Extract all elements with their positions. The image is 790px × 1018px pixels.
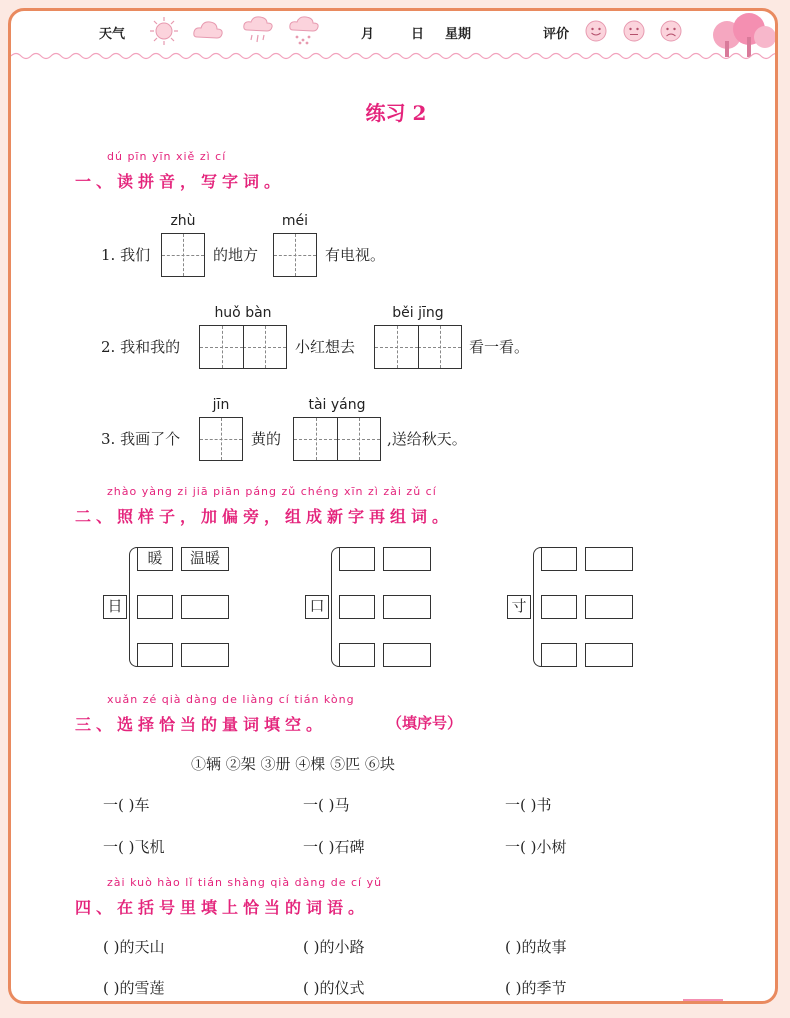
section2-pinyin: zhào yàng zi jiā piān páng zǔ chéng xīn zì zài zǔ cí (107, 485, 437, 498)
cloud-icon (191, 17, 225, 43)
group2-char-box[interactable] (339, 595, 375, 619)
q3-writing-grid2[interactable] (293, 417, 381, 461)
q1-pinyin2: méi (281, 213, 309, 229)
fill-item[interactable]: ( )的仪式 (303, 979, 365, 997)
group1-example-word: 温暖 (181, 547, 229, 571)
q1-pinyin1: zhù (170, 213, 196, 229)
group2-char-box[interactable] (339, 643, 375, 667)
q1-writing-grid1[interactable] (161, 233, 205, 277)
group2-word-box[interactable] (383, 595, 431, 619)
q2-pinyin1: huǒ bàn (214, 305, 272, 321)
fill-item[interactable]: 一( )马 (303, 796, 350, 814)
measure-word-options: ①辆 ②架 ③册 ④棵 ⑤匹 ⑥块 (191, 755, 395, 773)
group3-char-box[interactable] (541, 643, 577, 667)
fill-item[interactable]: ( )的季节 (505, 979, 567, 997)
group1-example-char: 暖 (137, 547, 173, 571)
q3-mid: 黄的 (251, 430, 282, 448)
q1-suffix: 有电视。 (325, 246, 386, 264)
group3-brace (533, 547, 541, 667)
fill-item[interactable]: ( )的小路 (303, 938, 365, 956)
group2-brace (331, 547, 339, 667)
q1-prefix: 1. 我们 (101, 246, 151, 264)
rating-label: 评价 (543, 27, 570, 42)
group2-word-box[interactable] (383, 547, 431, 571)
section4-heading: 四、在括号里填上恰当的词语。 (75, 898, 370, 917)
header-divider (11, 51, 778, 61)
q2-pinyin2: běi jīng (392, 305, 444, 321)
group3-word-box[interactable] (585, 595, 633, 619)
sun-icon (149, 16, 179, 46)
snow-icon (287, 14, 321, 46)
fill-item[interactable]: 一( )车 (103, 796, 150, 814)
page-title: 练习 2 (365, 101, 427, 125)
group3-char-box[interactable] (541, 595, 577, 619)
section2-heading: 二、照样子，加偏旁，组成新字再组词。 (75, 507, 454, 526)
section1-heading: 一、读拼音，写字词。 (75, 172, 286, 191)
q3-prefix: 3. 我画了个 (101, 430, 181, 448)
q3-pinyin1: jīn (212, 397, 230, 413)
q2-writing-grid1[interactable] (199, 325, 287, 369)
day-label: 日 (411, 27, 425, 42)
group3-radical: 寸 (507, 595, 531, 619)
weekday-label: 星期 (445, 27, 472, 42)
page-corner-tab (683, 999, 723, 1004)
group1-radical: 日 (103, 595, 127, 619)
q1-writing-grid2[interactable] (273, 233, 317, 277)
fill-item[interactable]: ( )的天山 (103, 938, 165, 956)
sad-face-icon (659, 19, 683, 43)
group1-brace (129, 547, 137, 667)
rain-icon (241, 14, 275, 46)
group1-char-box[interactable] (137, 643, 173, 667)
q2-writing-grid2[interactable] (374, 325, 462, 369)
fill-item[interactable]: ( )的故事 (505, 938, 567, 956)
section4-pinyin: zài kuò hào lǐ tián shàng qià dàng de cí yǔ (107, 876, 383, 889)
section1-pinyin: dú pīn yīn xiě zì cí (107, 150, 227, 163)
q2-prefix: 2. 我和我的 (101, 338, 181, 356)
smile-face-icon (584, 19, 608, 43)
group1-word-box[interactable] (181, 595, 229, 619)
section3-heading: 三、选择恰当的量词填空。 (75, 715, 328, 734)
group1-word-box[interactable] (181, 643, 229, 667)
section3-note: （填序号） (387, 714, 463, 732)
fill-item[interactable]: 一( )飞机 (103, 838, 165, 856)
month-label: 月 (361, 27, 375, 42)
q1-mid: 的地方 (213, 246, 259, 264)
weather-label: 天气 (99, 27, 126, 42)
fill-item[interactable]: 一( )小树 (505, 838, 567, 856)
group3-word-box[interactable] (585, 547, 633, 571)
q3-writing-grid1[interactable] (199, 417, 243, 461)
fill-item[interactable]: 一( )书 (505, 796, 552, 814)
q3-suffix: ,送给秋天。 (387, 430, 467, 448)
group2-radical: 口 (305, 595, 329, 619)
group2-char-box[interactable] (339, 547, 375, 571)
group3-word-box[interactable] (585, 643, 633, 667)
fill-item[interactable]: ( )的雪莲 (103, 979, 165, 997)
neutral-face-icon (622, 19, 646, 43)
group1-char-box[interactable] (137, 595, 173, 619)
q3-pinyin2: tài yáng (308, 397, 366, 413)
worksheet-page (8, 8, 778, 1004)
q2-suffix: 看一看。 (469, 338, 530, 356)
group2-word-box[interactable] (383, 643, 431, 667)
group3-char-box[interactable] (541, 547, 577, 571)
fill-item[interactable]: 一( )石碑 (303, 838, 365, 856)
section3-pinyin: xuǎn zé qià dàng de liàng cí tián kòng (107, 693, 355, 706)
q2-mid: 小红想去 (295, 338, 356, 356)
